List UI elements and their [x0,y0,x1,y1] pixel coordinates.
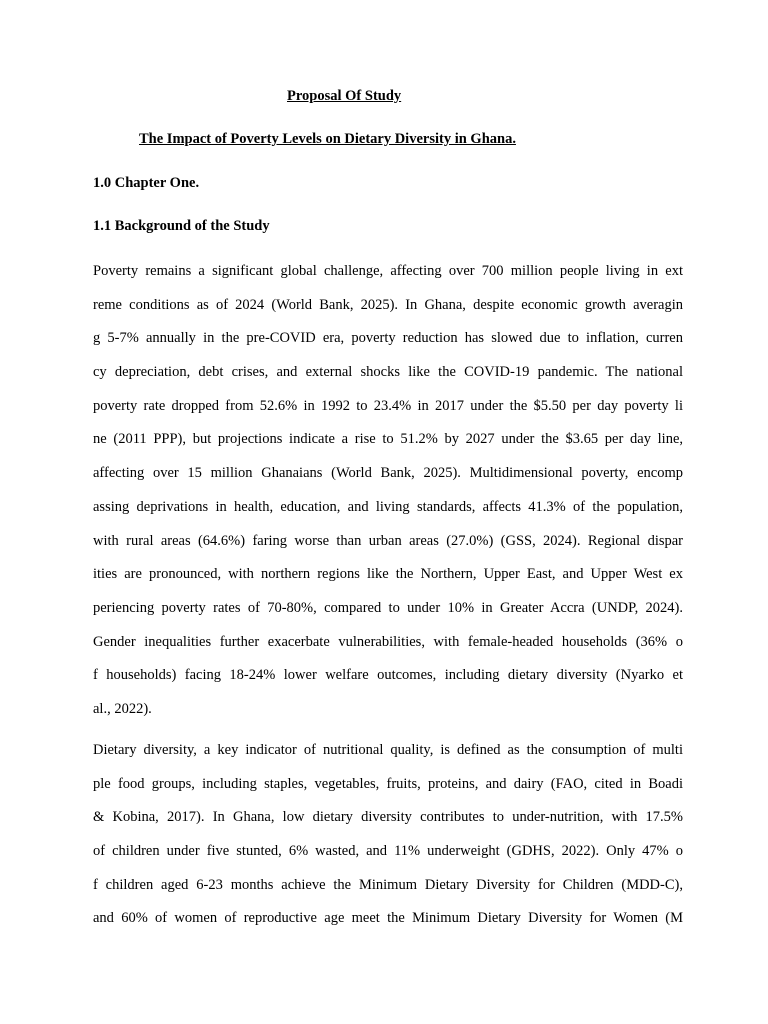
paragraph-line: al., 2022). [93,700,152,717]
paragraph-line: Poverty remains a significant global challenge, affecting over 700 million people living in ext [93,263,683,279]
paragraph-line: ple food groups, including staples, vegetables, fruits, proteins, and dairy (FAO, cited in Boadi [93,775,683,792]
section-heading: 1.1 Background of the Study [93,218,270,234]
document-subtitle: The Impact of Poverty Levels on Dietary Diversity in Ghana. [139,131,516,147]
paragraph-line: f households) facing 18-24% lower welfare outcomes, including dietary diversity (Nyarko et [93,667,683,684]
paragraph-line: and 60% of women of reproductive age meet the Minimum Dietary Diversity for Women (M [93,910,683,927]
paragraph-background [93,261,683,733]
paragraph-dietary-diversity [93,740,683,942]
paragraph-line: periencing poverty rates of 70-80%, compared to under 10% in Greater Accra (UNDP, 2024). [93,599,683,616]
paragraph-line: ne (2011 PPP), but projections indicate a rise to 51.2% by 2027 under the $3.65 per day line, [93,431,683,448]
paragraph-line: ities are pronounced, with northern regions like the Northern, Upper East, and Upper West ex [93,566,683,583]
paragraph-line: f children aged 6-23 months achieve the Minimum Dietary Diversity for Children (MDD-C), [93,876,683,893]
paragraph-line: cy depreciation, debt crises, and external shocks like the COVID-19 pandemic. The national [93,364,683,381]
paragraph-line: assing deprivations in health, education, and living standards, affects 41.3% of the population, [93,498,683,515]
document-title: Proposal Of Study [287,88,402,104]
paragraph-line: reme conditions as of 2024 (World Bank, 2025). In Ghana, despite economic growth averagin [93,296,683,313]
paragraph-line: of children under five stunted, 6% wasted, and 11% underweight (GDHS, 2022). Only 47% o [93,843,683,860]
paragraph-line: with rural areas (64.6%) faring worse than urban areas (27.0%) (GSS, 2024). Regional dispar [93,532,683,549]
chapter-heading: 1.0 Chapter One. [93,175,200,191]
paragraph-line: poverty rate dropped from 52.6% in 1992 to 23.4% in 2017 under the $5.50 per day poverty li [93,397,683,414]
paragraph-line: affecting over 15 million Ghanaians (World Bank, 2025). Multidimensional poverty, encomp [93,465,683,482]
paragraph-line: Dietary diversity, a key indicator of nutritional quality, is defined as the consumption of multi [93,742,683,758]
paragraph-line: & Kobina, 2017). In Ghana, low dietary diversity contributes to under-nutrition, with 17.5% [93,809,683,826]
paragraph-line: Gender inequalities further exacerbate vulnerabilities, with female-headed households (36% o [93,633,683,650]
paragraph-line: g 5-7% annually in the pre-COVID era, poverty reduction has slowed due to inflation, curren [93,330,683,347]
